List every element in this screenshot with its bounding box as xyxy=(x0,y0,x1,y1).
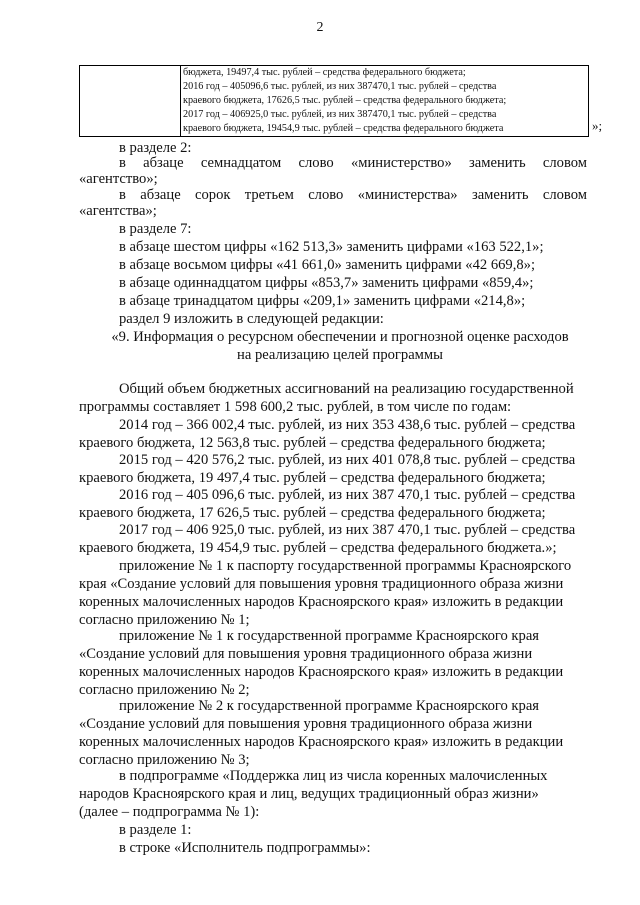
table-line: 2016 год – 405096,6 тыс. рублей, из них 387470,1 тыс. рублей – средства xyxy=(183,81,497,93)
table-right-cell xyxy=(181,66,589,137)
paragraph-line: согласно приложению № 2; xyxy=(79,682,250,698)
page-number: 2 xyxy=(316,20,324,35)
paragraph-line: в разделе 7: xyxy=(119,221,192,237)
word: абзаце xyxy=(140,187,181,203)
paragraph-line: согласно приложению № 3; xyxy=(79,752,250,768)
paragraph-line: коренных малочисленных народов Красноярского края» изложить в редакции xyxy=(79,594,564,610)
table-line: краевого бюджета, 17626,5 тыс. рублей – средства федерального бюджета; xyxy=(183,95,507,107)
word: «министерство» xyxy=(350,155,452,171)
paragraph-line: 2016 год – 405 096,6 тыс. рублей, из них 387 470,1 тыс. рублей – средства xyxy=(119,487,576,503)
word: в xyxy=(119,155,126,171)
table-left-cell xyxy=(80,66,181,137)
word: слово xyxy=(308,187,344,203)
paragraph-line-justified xyxy=(119,186,587,205)
section-heading: «9. Информация о ресурсном обеспечении и прогнозной оценке расходов xyxy=(111,329,569,345)
word: словом xyxy=(542,187,587,203)
paragraph-line: в разделе 1: xyxy=(119,822,192,838)
word: словом xyxy=(542,155,587,171)
program-table xyxy=(79,65,589,137)
paragraph-line: народов Красноярского края и лиц, ведущих традиционный образ жизни» xyxy=(79,786,539,802)
word: семнадцатом xyxy=(200,155,282,171)
paragraph-line: коренных малочисленных народов Красноярского края» изложить в редакции xyxy=(79,664,564,680)
word: заменить xyxy=(471,187,529,203)
paragraph-line: в строке «Исполнитель подпрограммы»: xyxy=(119,840,371,856)
word: слово xyxy=(298,155,334,171)
paragraph-line: в абзаце тринадцатом цифры «209,1» заменить цифрами «214,8»; xyxy=(119,293,526,309)
section-heading: на реализацию целей программы xyxy=(237,347,443,363)
paragraph-line: приложение № 1 к государственной программе Красноярского края xyxy=(119,628,540,644)
paragraph-line: 2015 год – 420 576,2 тыс. рублей, из них 401 078,8 тыс. рублей – средства xyxy=(119,452,576,468)
paragraph-line: (далее – подпрограмма № 1): xyxy=(79,804,260,820)
word: заменить xyxy=(469,155,526,171)
paragraph-line: в разделе 2: xyxy=(119,140,192,156)
paragraph-line: краевого бюджета, 12 563,8 тыс. рублей – средства федерального бюджета; xyxy=(79,435,546,451)
paragraph-line: согласно приложению № 1; xyxy=(79,612,250,628)
paragraph-line: в абзаце восьмом цифры «41 661,0» заменить цифрами «42 669,8»; xyxy=(119,257,536,273)
paragraph-line: раздел 9 изложить в следующей редакции: xyxy=(119,311,384,327)
word: «министерства» xyxy=(357,187,458,203)
paragraph-line: краевого бюджета, 19 497,4 тыс. рублей – средства федерального бюджета; xyxy=(79,470,546,486)
table-line: бюджета, 19497,4 тыс. рублей – средства федерального бюджета; xyxy=(183,67,466,78)
paragraph-line: 2017 год – 406 925,0 тыс. рублей, из них 387 470,1 тыс. рублей – средства xyxy=(119,522,576,538)
paragraph-line: приложение № 2 к государственной программе Красноярского края xyxy=(119,698,540,714)
table-line: краевого бюджета, 19454,9 тыс. рублей – средства федерального бюджета xyxy=(183,123,504,135)
paragraph-line: в подпрограмме «Поддержка лиц из числа коренных малочисленных xyxy=(119,768,548,784)
word: абзаце xyxy=(143,155,184,171)
paragraph-line: краевого бюджета, 19 454,9 тыс. рублей – средства федерального бюджета.»; xyxy=(79,540,557,556)
paragraph-line: приложение № 1 к паспорту государственной программы Красноярского xyxy=(119,558,572,574)
paragraph-line: «Создание условий для повышения уровня традиционного образа жизни xyxy=(79,646,533,662)
paragraph-line: коренных малочисленных народов Красноярского края» изложить в редакции xyxy=(79,734,564,750)
paragraph-line: «агентство»; xyxy=(79,171,158,187)
paragraph-line: 2014 год – 366 002,4 тыс. рублей, из них 353 438,6 тыс. рублей – средства xyxy=(119,417,576,433)
paragraph-line: «агентства»; xyxy=(79,203,157,219)
paragraph-line: в абзаце шестом цифры «162 513,3» заменить цифрами «163 522,1»; xyxy=(119,239,544,255)
paragraph-line: «Создание условий для повышения уровня традиционного образа жизни xyxy=(79,716,533,732)
paragraph-line: краевого бюджета, 17 626,5 тыс. рублей – средства федерального бюджета; xyxy=(79,505,546,521)
paragraph-line: Общий объем бюджетных ассигнований на реализацию государственной xyxy=(119,381,574,397)
paragraph-line-justified xyxy=(119,154,587,173)
paragraph-line: программы составляет 1 598 600,2 тыс. рублей, в том числе по годам: xyxy=(79,399,512,415)
word: сорок xyxy=(195,187,231,203)
table-closing-quote: »; xyxy=(592,118,603,133)
paragraph-line: в абзаце одиннадцатом цифры «853,7» заменить цифрами «859,4»; xyxy=(119,275,534,291)
word: в xyxy=(119,187,126,203)
table-line: 2017 год – 406925,0 тыс. рублей, из них 387470,1 тыс. рублей – средства xyxy=(183,109,497,121)
word: третьем xyxy=(244,187,294,203)
paragraph-line: края «Создание условий для повышения уровня традиционного образа жизни xyxy=(79,576,564,592)
